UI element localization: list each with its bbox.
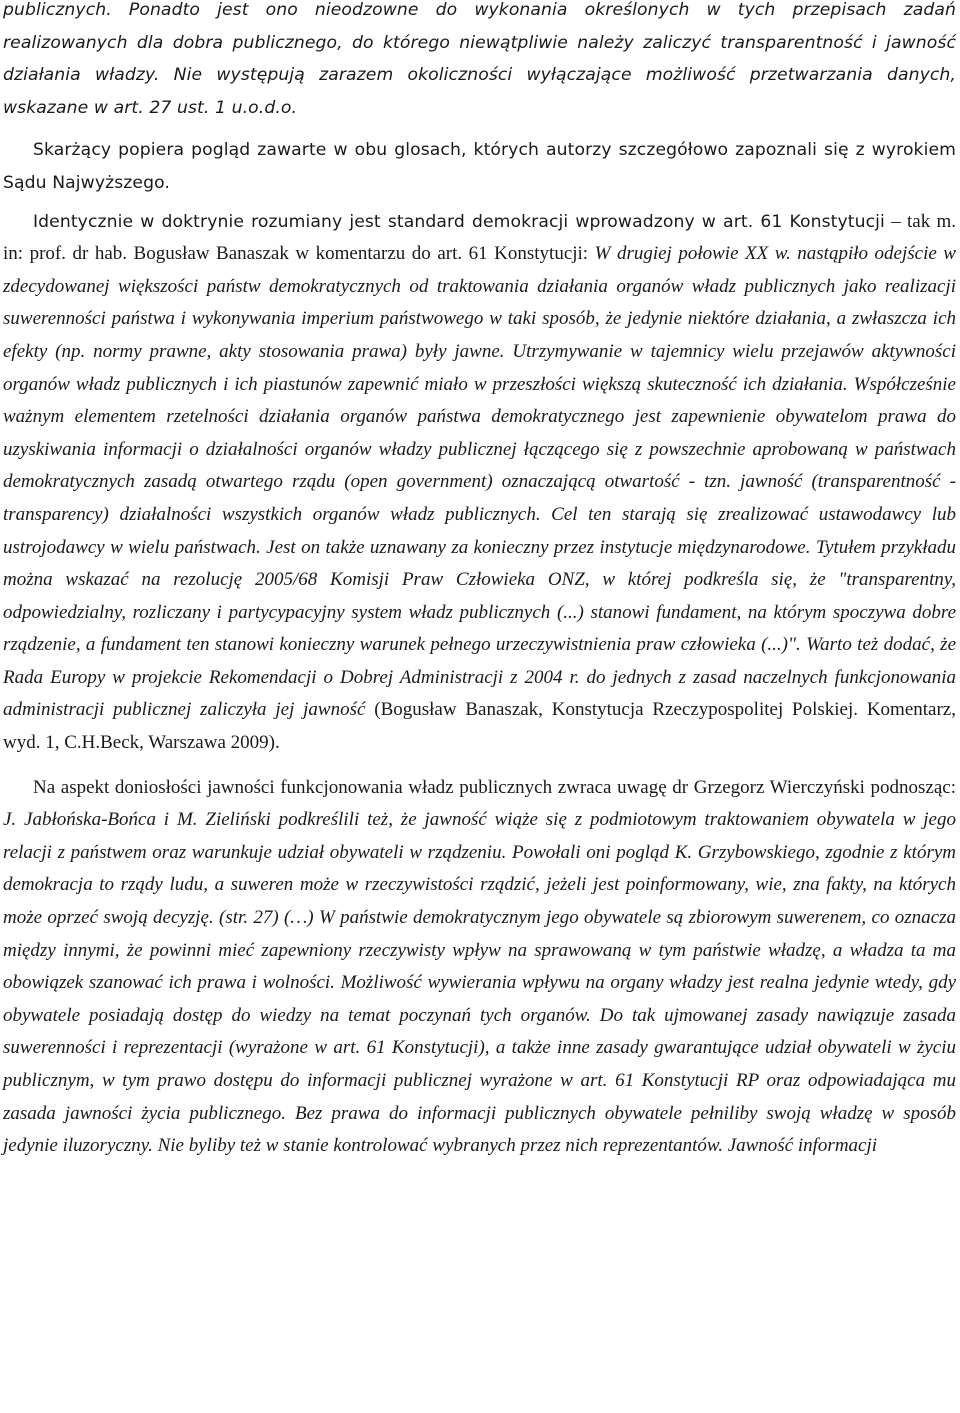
paragraph-wierczynski	[3, 772, 956, 1163]
paragraph-doctrine	[3, 206, 956, 760]
paragraph-text: Skarżący popiera pogląd zawarte w obu glosach, których autorzy szczegółowo zapoznali się z wyrokiem Sądu Najwyższego.	[3, 140, 956, 193]
paragraph-text-intro: Na aspekt doniosłości jawności funkcjonowania władz publicznych zwraca uwagę dr Grzegorz Wierczyński podnosząc:	[33, 776, 956, 798]
citation-text: (Bogusław Banaszak, Konstytucja Rzeczypospolitej Polskiej. Komentarz, wyd. 1, C.H.Beck, Warszawa 2009).	[3, 699, 956, 754]
paragraph-complainant	[3, 134, 956, 199]
document-page	[3, 0, 956, 1163]
paragraph-text-attribution: – tak m. in: prof. dr hab. Bogusław Banaszak w komentarzu do art. 61 Konstytucji:	[3, 210, 957, 265]
paragraph-text-intro: Identycznie w doktrynie rozumiany jest standard demokracji wprowadzony w art. 61 Konstytucji	[33, 211, 885, 232]
paragraph-continuation	[3, 0, 956, 124]
quote-text: J. Jabłońska-Bońca i M. Zieliński podkreślili też, że jawność wiąże się z podmiotowym traktowaniem obywatela w jego relacji z państwem oraz warunkuje udział obywateli w rządzeniu. Powołali oni pogląd K. Grzybowskiego, zgodnie z którym demokracja to rządy ludu, a suweren może w rzeczywistości rządzić, jeżeli jest poinformowany, wie, zna fakty, na których może oprzeć swoją decyzję. (str. 27) (…) W państwie demokratycznym jego obywatele są zbiorowym suwerenem, co oznacza między innymi, że powinni mieć zapewniony rzeczywisty wpływ na sprawowaną w tym państwie władzę, a władza ta ma obowiązek szanować ich prawa i wolności. Możliwość wywierania wpływu na organy władzy jest realna jedynie wtedy, gdy obywatele posiadają dostęp do wiedzy na temat poczynań tych organów. Do tak ujmowanej zasady nawiązuje zasada suwerenności i reprezentacji (wyrażone w art. 61 Konstytucji), a także inne zasady gwarantujące udział obywateli w życiu publicznym, w tym prawo dostępu do informacji publicznej wyrażone w art. 61 Konstytucji RP oraz odpowiadająca mu zasada jawności życia publicznego. Bez prawa do informacji publicznych obywatele pełniliby swoją władzę w sposób jedynie iluzoryczny. Nie byliby też w stanie kontrolować wybranych przez nich reprezentantów. Jawność informacji	[3, 809, 956, 1157]
quote-text: W drugiej połowie XX w. nastąpiło odejście w zdecydowanej większości państw demokratycznych od traktowania działania organów władz publicznych jako realizacji suwerenności państwa i wykonywania imperium państwowego w taki sposób, że jedynie niektóre działania, a zwłaszcza ich efekty (np. normy prawne, akty stosowania prawa) były jawne. Utrzymywanie w tajemnicy wielu przejawów aktywności organów władz publicznych i ich piastunów zapewnić miało w przeszłości większą skuteczność ich działania. Współcześnie ważnym elementem rzetelności działania organów państwa demokratycznego jest zapewnienie obywatelom prawa do uzyskiwania informacji o działalności organów władzy publicznej łączącego się z powszechnie aprobowaną w państwach demokratycznych zasadą otwartego rządu (open government) oznaczającą otwartość - tzn. jawność (transparentność - transparency) działalności wszystkich organów władz publicznych. Cel ten starają się zrealizować ustawodawcy lub ustrojodawcy w wielu państwach. Jest on także uznawany za konieczny przez instytucje międzynarodowe. Tytułem przykładu można wskazać na rezolucję 2005/68 Komisji Praw Człowieka ONZ, w której podkreśla się, że "transparentny, odpowiedzialny, rozliczany i partycypacyjny system władz publicznych (...) stanowi fundament, na którym spoczywa dobre rządzenie, a fundament ten stanowi konieczny warunek pełnego urzeczywistnienia praw człowieka (...)". Warto też dodać, że Rada Europy w projekcie Rekomendacji o Dobrej Administracji z 2004 r. do jednych z zasad naczelnych funkcjonowania administracji publicznej zaliczyła jej jawność	[3, 243, 956, 721]
paragraph-text: publicznych. Ponadto jest ono nieodzowne do wykonania określonych w tych przepisach zadań realizowanych dla dobra publicznego, do którego niewątpliwie należy zaliczyć transparentność i jawność działania władzy. Nie występują zarazem okoliczności wyłączające możliwość przetwarzania danych, wskazane w art. 27 ust. 1 u.o.d.o.	[3, 0, 956, 118]
